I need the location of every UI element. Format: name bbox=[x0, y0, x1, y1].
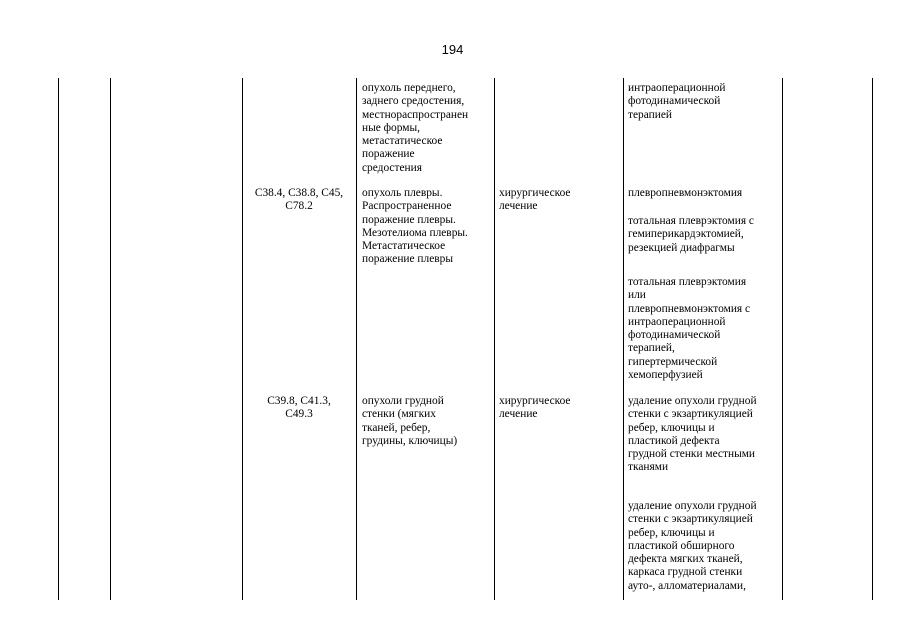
method-cell: удаление опухоли грудной стенки с экзартикуляцией ребер, ключицы и пластикой дефекта грудной стенки местными тканями bbox=[628, 395, 757, 474]
method-cell: удаление опухоли грудной стенки с экзартикуляцией ребер, ключицы и пластикой обширного дефекта мягких тканей, каркаса грудной стенки ауто-, алломатериалами, bbox=[628, 500, 757, 592]
column-divider bbox=[494, 78, 495, 600]
method-cell: интраоперационной фотодинамической терапией bbox=[628, 82, 726, 121]
diagnosis-cell: опухоли грудной стенки (мягких тканей, ребер, грудины, ключицы) bbox=[362, 395, 458, 447]
icd-codes-cell: C38.4, C38.8, C45, C78.2 bbox=[254, 187, 344, 213]
method-cell: плевропневмонэктомия bbox=[628, 187, 743, 199]
column-divider bbox=[356, 78, 357, 600]
treatment-cell: хирургическое лечение bbox=[499, 395, 571, 421]
method-cell: тотальная плеврэктомия или плевропневмонэктомия с интраоперационной фотодинамической терапией, гипертермической хемоперфузией bbox=[628, 276, 751, 382]
column-divider bbox=[110, 78, 111, 600]
icd-codes-cell: C39.8, C41.3, C49.3 bbox=[267, 395, 331, 421]
diagnosis-cell: опухоль переднего, заднего средостения, местнораспространен ные формы, метастатическое поражение средостения bbox=[362, 82, 469, 174]
table-border-left bbox=[58, 78, 59, 600]
method-cell: тотальная плеврэктомия с гемиперикардэктомией, резекцией диафрагмы bbox=[628, 215, 754, 254]
column-divider bbox=[782, 78, 783, 600]
column-divider bbox=[242, 78, 243, 600]
diagnosis-cell: опухоль плевры. Распространенное поражение плевры. Мезотелиома плевры. Метастатическое поражение плевры bbox=[362, 187, 468, 266]
table-border-right bbox=[872, 78, 873, 600]
page-number: 194 bbox=[441, 42, 464, 57]
column-divider bbox=[623, 78, 624, 600]
treatment-cell: хирургическое лечение bbox=[499, 187, 571, 213]
